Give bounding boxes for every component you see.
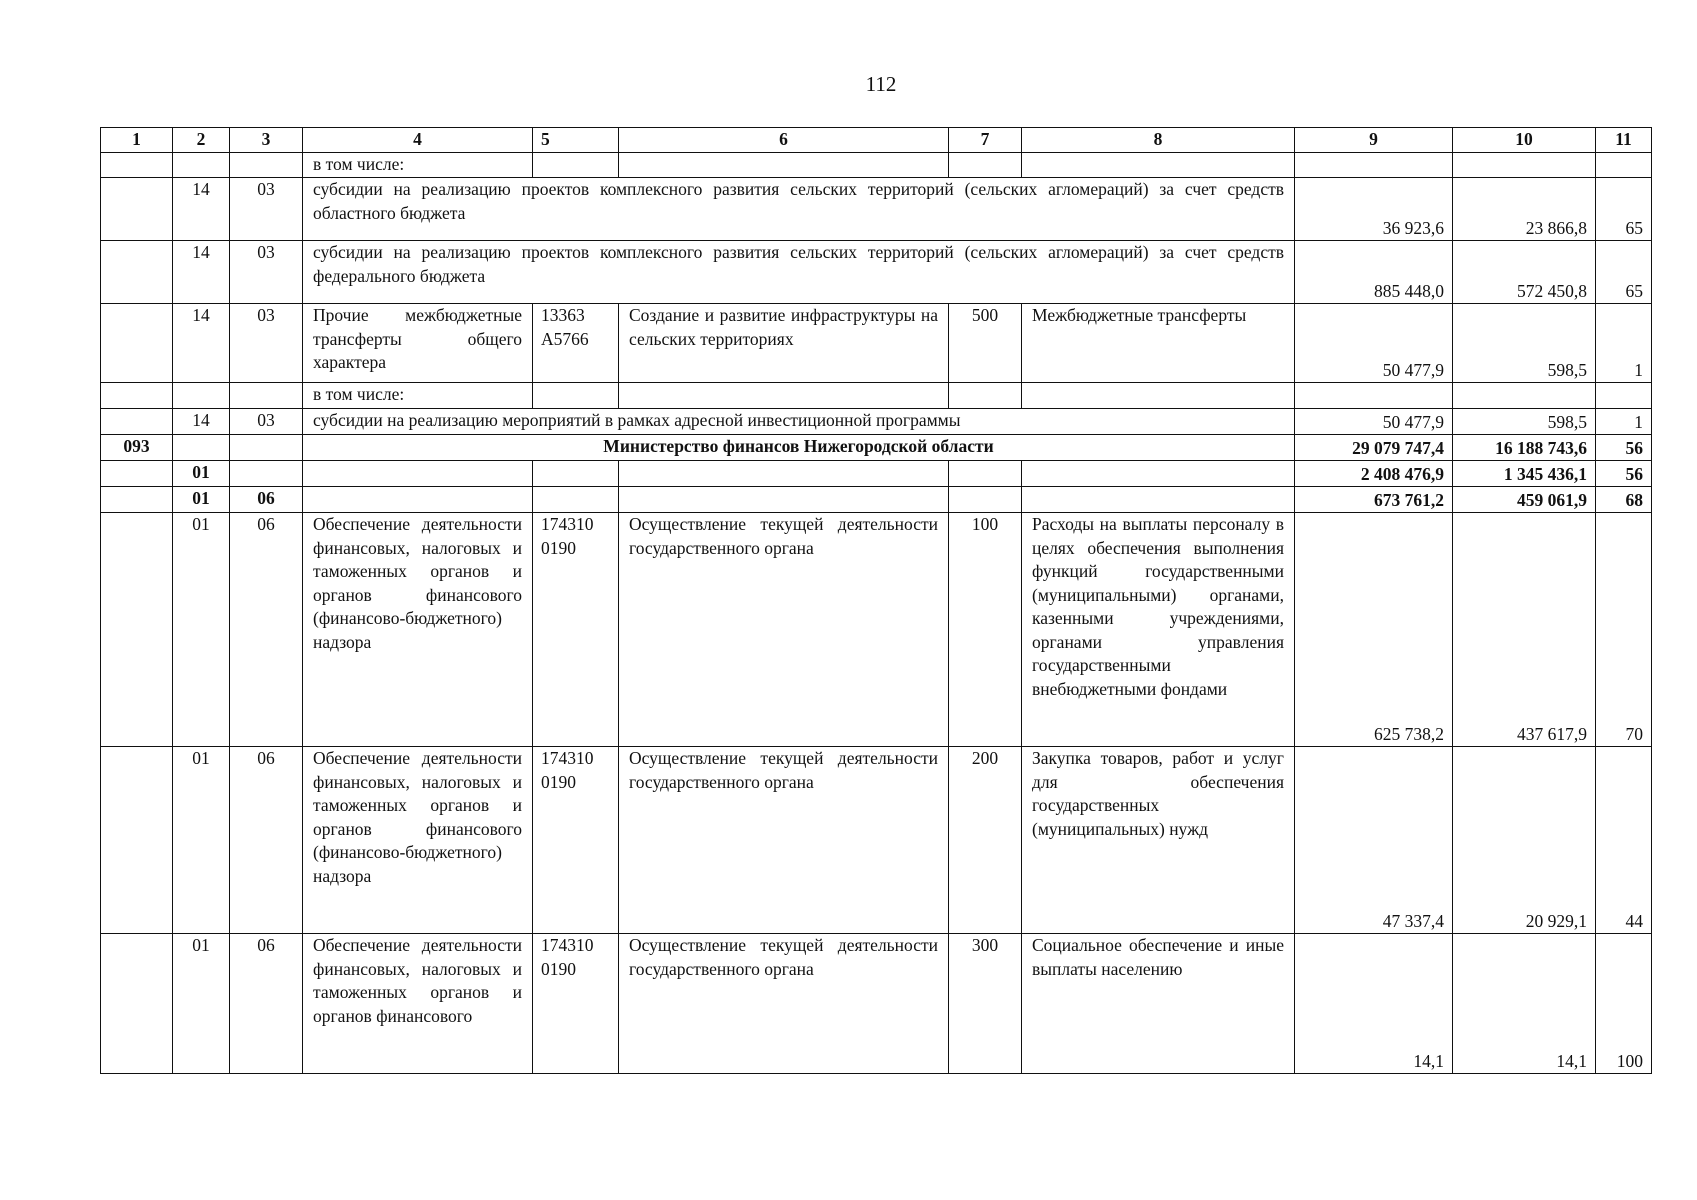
budget-table [100,127,1652,1074]
column-header: 5 [533,128,619,153]
cell-executed: 572 450,8 [1453,241,1596,304]
page-number: 112 [865,72,897,96]
cell-executed: 16 188 743,6 [1453,435,1596,461]
cell-expense-type: 200 [949,747,1022,934]
row-description: в том числе: [303,153,533,178]
cell-target-name: Осуществление текущей деятельности государственного органа [619,513,949,747]
row-description: субсидии на реализацию проектов комплексного развития сельских территорий (сельских агломераций) за счет средств областного бюджета [303,178,1295,241]
cell-expense-type: 300 [949,934,1022,1074]
cell-expense-name: Социальное обеспечение и иные выплаты населению [1022,934,1295,1074]
cell-percent: 56 [1596,461,1652,487]
cell-percent: 100 [1596,934,1652,1074]
cell-subsection: 06 [230,934,303,1074]
cell-planned: 50 477,9 [1295,304,1453,383]
table-row [101,934,1652,1074]
cell-item-name: Обеспечение деятельности финансовых, налоговых и таможенных органов и органов финансового (финансово-бюджетного) надзора [303,747,533,934]
cell-section: 01 [173,934,230,1074]
cell-target-name: Создание и развитие инфраструктуры на сельских территориях [619,304,949,383]
cell-target-code: 174310 0190 [533,934,619,1074]
cell-subsection: 03 [230,178,303,241]
cell-ministry-code: 093 [101,435,173,461]
cell-executed: 1 345 436,1 [1453,461,1596,487]
cell-subsection: 03 [230,241,303,304]
column-header: 9 [1295,128,1453,153]
cell-target-code: 174310 0190 [533,513,619,747]
cell-planned: 29 079 747,4 [1295,435,1453,461]
cell-section: 14 [173,241,230,304]
cell-subsection: 06 [230,747,303,934]
cell-planned: 36 923,6 [1295,178,1453,241]
ministry-title: Министерство финансов Нижегородской области [303,435,1295,461]
cell-percent: 70 [1596,513,1652,747]
cell-expense-name: Закупка товаров, работ и услуг для обеспечения государственных (муниципальных) нужд [1022,747,1295,934]
column-header: 1 [101,128,173,153]
cell-executed: 20 929,1 [1453,747,1596,934]
cell-section: 01 [173,461,230,487]
cell-executed: 598,5 [1453,304,1596,383]
table-row [101,178,1652,241]
column-header: 8 [1022,128,1295,153]
cell-section: 01 [173,513,230,747]
cell-planned: 47 337,4 [1295,747,1453,934]
cell-subsection: 03 [230,409,303,435]
cell-planned: 625 738,2 [1295,513,1453,747]
cell-section: 01 [173,747,230,934]
cell-item-name: Прочие межбюджетные трансферты общего характера [303,304,533,383]
cell-subsection: 03 [230,304,303,383]
table-row-subsection-total [101,487,1652,513]
table-row [101,747,1652,934]
cell-expense-name: Расходы на выплаты персоналу в целях обеспечения выполнения функций государственными (муниципальными) органами, казенными учреждениями, органами управления государственными внебюджетными фондами [1022,513,1295,747]
cell-percent: 65 [1596,178,1652,241]
cell-expense-type: 100 [949,513,1022,747]
cell-item-name: Обеспечение деятельности финансовых, налоговых и таможенных органов и органов финансового (финансово-бюджетного) надзора [303,513,533,747]
row-description: в том числе: [303,383,533,409]
cell-section: 14 [173,304,230,383]
table-row [101,153,1652,178]
cell-executed: 14,1 [1453,934,1596,1074]
cell-planned: 14,1 [1295,934,1453,1074]
cell-executed: 437 617,9 [1453,513,1596,747]
column-header: 7 [949,128,1022,153]
cell-subsection: 06 [230,513,303,747]
cell-percent: 68 [1596,487,1652,513]
cell-percent: 65 [1596,241,1652,304]
column-header: 2 [173,128,230,153]
cell-percent: 44 [1596,747,1652,934]
table-header-row [101,128,1652,153]
cell-percent: 1 [1596,304,1652,383]
cell-percent: 56 [1596,435,1652,461]
cell-planned: 50 477,9 [1295,409,1453,435]
table-row [101,409,1652,435]
cell-item-name: Обеспечение деятельности финансовых, налоговых и таможенных органов и органов финансового [303,934,533,1074]
row-description: субсидии на реализацию мероприятий в рамках адресной инвестиционной программы [303,409,1295,435]
row-description: субсидии на реализацию проектов комплексного развития сельских территорий (сельских агломераций) за счет средств федерального бюджета [303,241,1295,304]
cell-executed: 459 061,9 [1453,487,1596,513]
cell-expense-name: Межбюджетные трансферты [1022,304,1295,383]
table-row-section-total [101,461,1652,487]
cell-executed: 598,5 [1453,409,1596,435]
cell-expense-type: 500 [949,304,1022,383]
column-header: 3 [230,128,303,153]
cell-planned: 885 448,0 [1295,241,1453,304]
cell-section: 14 [173,409,230,435]
table-row [101,304,1652,383]
table-row [101,383,1652,409]
column-header: 4 [303,128,533,153]
column-header: 10 [1453,128,1596,153]
column-header: 11 [1596,128,1652,153]
cell-target-code: 13363 А5766 [533,304,619,383]
cell-section: 01 [173,487,230,513]
cell-target-name: Осуществление текущей деятельности государственного органа [619,747,949,934]
cell-subsection: 06 [230,487,303,513]
cell-target-code: 174310 0190 [533,747,619,934]
table-row-ministry [101,435,1652,461]
cell-planned: 673 761,2 [1295,487,1453,513]
cell-section: 14 [173,178,230,241]
cell-percent: 1 [1596,409,1652,435]
table-row [101,513,1652,747]
cell-planned: 2 408 476,9 [1295,461,1453,487]
column-header: 6 [619,128,949,153]
cell-target-name: Осуществление текущей деятельности государственного органа [619,934,949,1074]
table-row [101,241,1652,304]
cell-executed: 23 866,8 [1453,178,1596,241]
